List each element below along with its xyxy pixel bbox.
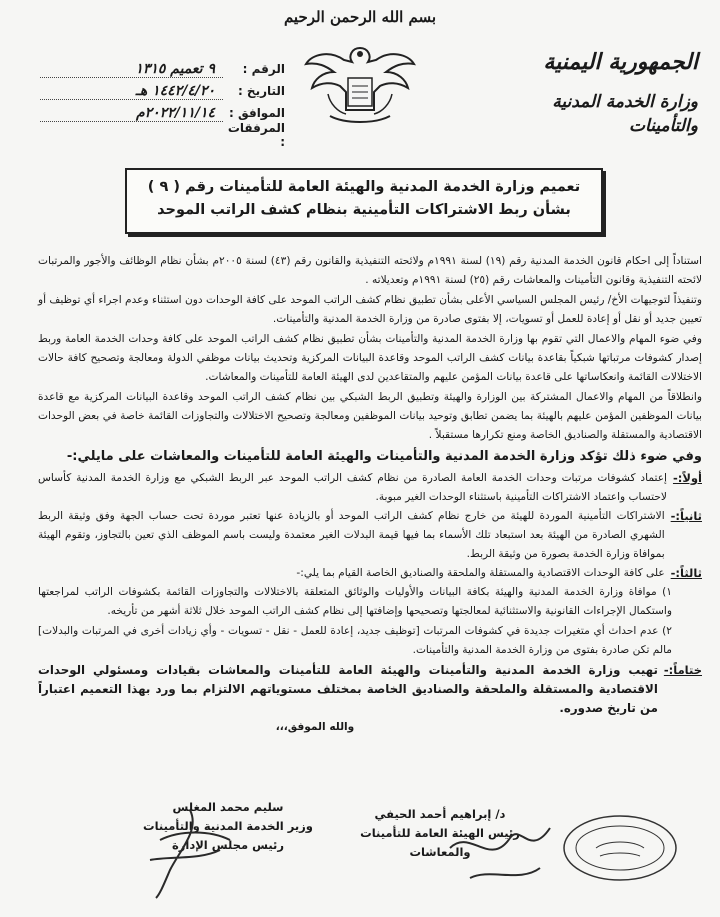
minister-signature-scribble (130, 800, 240, 900)
salutation: والله الموفق،،، (275, 721, 355, 733)
clause-third (38, 564, 702, 583)
clause-closing-text: تهيب وزارة الخدمة المدنية والتأمينات والهيئة العامة للتأمينات والمعاشات بقيادات ومسئولي الوحدات الاقتصادية والمستقلة والملحقة والصناديق الخاصة بمختلف مستوياتهم الالتزام بما ورد بهذا التعميم اعتباراً من تاريخ صدوره. (38, 663, 658, 715)
republic-name: الجمهورية اليمنية (543, 49, 698, 75)
clause-first (38, 469, 702, 507)
ref-value: ٩ تعميم ١٣١٥ (40, 61, 223, 78)
meta-attachments (40, 121, 285, 149)
ministry-name: وزارة الخدمة المدنية والتأمينات (552, 92, 698, 136)
sub-clause-1: ١) موافاة وزارة الخدمة المدنية والهيئة بكافة البيانات والأوليات والوثائق المتعلقة بالاختلالات والتجاوزات القائمة بكشوفات الراتب لمراجعتها واستكمال الإجراءات القانونية والاستثنائية لمعالجتها وتصحيحها وإضافتها إلى نظام كشف الراتب الموحد خلال ثلاثة أشهر من تأريخه. (38, 586, 672, 617)
official-stamp-icon (560, 812, 680, 884)
letterhead-right (478, 48, 698, 138)
sub-clause-2: ٢) عدم احداث أي متغيرات جديدة في كشوفات المرتبات [توظيف جديد، إعادة للعمل - نقل - تسويات - وأي زيادات أخرى في المرتبات والبدلات] مالم تكن صادرة بفتوى من وزارة الخدمة المدنية والتأمينات. (38, 625, 672, 656)
letterhead-center (280, 8, 440, 134)
meta-ref (40, 58, 285, 80)
circular-subject: بشأن ربط الاشتراكات التأمينية بنظام كشف الراتب الموحد (157, 202, 571, 218)
clause-first-heading: أولاً:- (672, 471, 702, 485)
corresponding-label: الموافق : (229, 106, 285, 120)
document-meta (40, 58, 285, 149)
clause-second-text: الاشتراكات التأمينية الموردة للهيئة من خارج نظام كشف الراتب الموحد أو بالزيادة عنها تعتبر موردة تحت حساب الجهة وفق وثيقة الربط الشهري الصادرة من الهيئة بعد استبعاد تلك الأسماء بما فيها قيمة البدلات الغير معتمدة وليست باسم الموظف الذي تعين بالتجاوز، وتقوم الهيئة بموافاة وزارة الخدمة بصورة من وثيقة الربط. (38, 510, 665, 560)
basmala: بسم الله الرحمن الرحيم (283, 8, 437, 26)
emphasis-statement: وفي ضوء ذلك تؤكد وزارة الخدمة المدنية والتأمينات والهيئة العامة للتأمينات والمعاشات على مايلي:- (66, 449, 702, 464)
paragraph-legal-basis: استناداً إلى احكام قانون الخدمة المدنية رقم (١٩) لسنة ١٩٩١م ولائحته التنفيذية والقانون رقم (٤٣) لسنة ٢٠٠٥م بشأن نظام الوظائف والأجور والمرتبات لائحته التنفيذية وقانون التأمينات والمعاشات رقم (٢٥) لسنة ١٩٩١م وتعديلاته . (38, 255, 702, 286)
title-box (125, 168, 603, 234)
date-value: ١٤٤٢/٤/٢٠ هـ (40, 83, 223, 100)
clause-third-heading: ثالثاً:- (670, 566, 702, 580)
clause-closing-heading: ختاماً:- (663, 663, 702, 677)
ref-label: الرقم : (242, 62, 285, 76)
minister-signer-title: وزير الخدمة المدنية والتأمينات (143, 819, 313, 833)
authority-signature-scribble (440, 808, 560, 898)
clause-second (38, 507, 702, 564)
authority-signer-title: رئيس الهيئة العامة للتأمينات والمعاشات (360, 826, 520, 859)
document-body (38, 252, 702, 738)
attachments-label: المرفقات : (227, 121, 285, 149)
eagle-emblem-icon (300, 30, 420, 130)
clause-third-text: على كافة الوحدات الاقتصادية والمستقلة والملحقة والصناديق الخاصة القيام بما يلي:- (296, 567, 665, 579)
minister-signer-name: سليم محمد المغلس (172, 800, 284, 814)
clause-closing (38, 661, 702, 718)
authority-signer-name: د/ إبراهيم أحمد الحيفي (374, 807, 506, 821)
minister-signer-subtitle: رئيس مجلس الإدارة (171, 838, 284, 852)
paragraph-tasks: وفي ضوء المهام والاعمال التي تقوم بها وزارة الخدمة المدنية والتأمينات بشأن تطبيق نظام كشف الراتب الموحد على كافة وحدات الخدمة العامة وربط إصدار كشوفات مرتباتها شبكياً بقاعدة بيانات كشف الراتب الموحد وقاعدة البيانات المركزية وتحديث بيانات موظفي الدولة ومعالجة وتصحيح كافة حالات الاختلالات القائمة وانعكاساتها على قاعدة بيانات المؤمن عليهم والمتقاعدين لدى الهيئة العامة للتأمينات والمعاشات. (38, 333, 702, 383)
circular-title: تعميم وزارة الخدمة المدنية والهيئة العامة للتأمينات رقم ( ٩ ) (147, 179, 581, 195)
clause-second-heading: ثانياً:- (670, 509, 702, 523)
clause-first-text: إعتماد كشوفات مرتبات وحدات الخدمة العامة الصادرة من نظام كشف الراتب الموحد عبر الربط الشبكي مع وزارة الخدمة المدنية كأساس لاحتساب واعتماد الاشتراكات التأمينية باستثناء الوحدات الغير مبوبة. (38, 472, 667, 503)
date-label: التاريخ : (237, 84, 285, 98)
paragraph-joint-work: وانطلاقاً من المهام والاعمال المشتركة بين الوزارة والهيئة وتطبيق الربط الشبكي بين نظام كشف الراتب الموحد وقاعدة البيانات المركزية مع قاعدة بيانات الموظفين المؤمن عليهم بالهيئة بما يضمن تطابق وتوحيد بيانات الموظفين ومعالجة وتصحيح الاختلالات والتجاوزات القائمة خاصة في بعض الوحدات الاقتصادية والمستقلة والصناديق الخاصة ومنع تكرارها مستقبلاً . (38, 391, 702, 441)
corresponding-value: ٢٠٢٢/١١/١٤م (40, 105, 223, 122)
paragraph-directives: وتنفيذاً لتوجيهات الأخ/ رئيس المجلس السياسي الأعلى بشأن تطبيق نظام كشف الراتب الموحد على كافة الوحدات دون استثناء وعدم اجراء أي توظيف أو تعيين جديد أو نقل أو إعادة للعمل أو تسويات، إلا بفتوى صادرة من وزارة الخدمة المدنية والتأمينات. (38, 294, 702, 325)
meta-date (40, 80, 285, 102)
